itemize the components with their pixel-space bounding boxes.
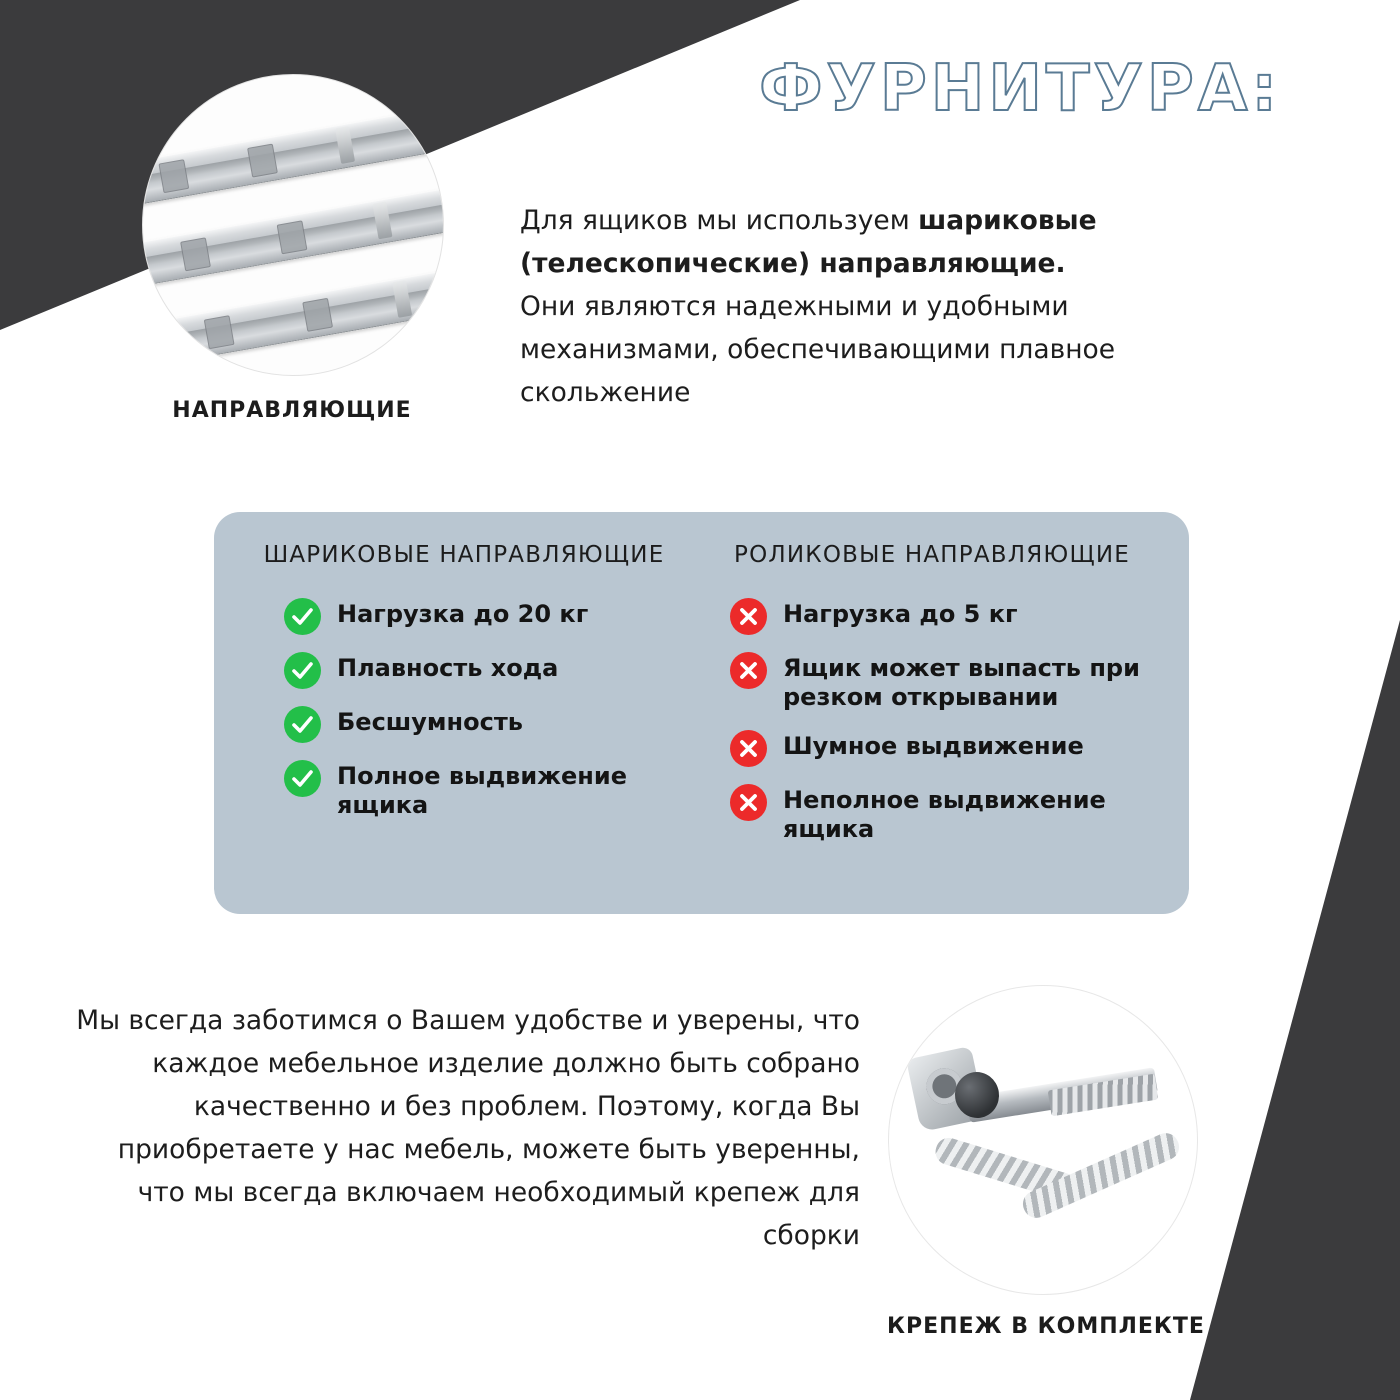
rail-notch bbox=[277, 220, 308, 254]
intro-line2-bold: (телескопические) направляющие. bbox=[520, 247, 1066, 279]
list-item-label: Нагрузка до 5 кг bbox=[783, 600, 1018, 629]
rail-graphic bbox=[142, 269, 444, 370]
rail-tab bbox=[392, 280, 412, 318]
list-item-label: Бесшумность bbox=[337, 708, 523, 737]
intro-line3: Они являются надежными и удобными механизмами, обеспечивающими плавное скольжение bbox=[520, 290, 1116, 408]
list-item bbox=[284, 705, 694, 743]
rail-notch bbox=[180, 237, 211, 271]
intro-line1-bold: шариковые bbox=[918, 205, 1097, 236]
rail-notch bbox=[204, 315, 235, 349]
rail-tab bbox=[335, 126, 355, 164]
decorative-corner-bottom-right bbox=[1190, 620, 1400, 1400]
list-item-label: Неполное выдвижение ящика bbox=[783, 785, 1106, 843]
cross-icon bbox=[730, 730, 767, 767]
list-item-label: Нагрузка до 20 кг bbox=[337, 600, 589, 629]
list-item-label: Ящик может выпасть при резком открывании bbox=[783, 654, 1140, 712]
list-item bbox=[730, 729, 1162, 767]
rail-tab bbox=[372, 201, 392, 239]
cross-icon bbox=[730, 652, 767, 689]
list-item-label: Полное выдвижение ящика bbox=[337, 762, 627, 820]
list-item bbox=[730, 783, 1162, 845]
rail-graphic bbox=[142, 105, 444, 206]
furniture-fasteners-photo bbox=[888, 985, 1198, 1295]
list-item bbox=[730, 651, 1162, 713]
column-heading-right: РОЛИКОВЫЕ НАПРАВЛЯЮЩИЕ bbox=[734, 542, 1130, 568]
intro-line1-plain: Для ящиков мы используем bbox=[520, 205, 919, 236]
list-item bbox=[284, 597, 694, 635]
column-heading-left: ШАРИКОВЫЕ НАПРАВЛЯЮЩИЕ bbox=[263, 542, 665, 568]
check-icon bbox=[284, 652, 321, 689]
drawer-slide-photo bbox=[142, 74, 444, 376]
check-icon bbox=[284, 598, 321, 635]
slides-photo-caption: НАПРАВЛЯЮЩИЕ bbox=[172, 398, 412, 423]
comparison-column-roller bbox=[702, 540, 1162, 860]
check-icon bbox=[284, 706, 321, 743]
rail-notch bbox=[247, 144, 278, 178]
list-item-label: Плавность хода bbox=[337, 654, 559, 683]
rail-graphic bbox=[142, 187, 444, 288]
comparison-column-ball-bearing bbox=[234, 540, 694, 837]
closing-paragraph: Мы всегда заботимся о Вашем удобстве и уверены, что каждое мебельное изделие должно быть собрано качественно и без проблем. Поэтому, когда Вы приобретаете у нас мебель, можете быть уверенны, что мы всегда включаем необходимый крепеж для сборки bbox=[76, 1005, 860, 1251]
page-title: ФУРНИТУРА: bbox=[759, 52, 1281, 126]
cross-icon bbox=[730, 598, 767, 635]
cross-icon bbox=[730, 784, 767, 821]
list-item bbox=[284, 759, 694, 821]
check-icon bbox=[284, 760, 321, 797]
feature-list-right bbox=[702, 597, 1162, 844]
list-item bbox=[284, 651, 694, 689]
list-item-label: Шумное выдвижение bbox=[783, 731, 1084, 760]
rail-notch bbox=[302, 298, 333, 332]
feature-list-left bbox=[234, 597, 694, 821]
list-item bbox=[730, 597, 1162, 635]
rail-notch bbox=[158, 159, 189, 193]
intro-paragraph bbox=[520, 200, 1210, 415]
comparison-panel bbox=[214, 512, 1189, 914]
fasteners-photo-caption: КРЕПЕЖ В КОМПЛЕКТЕ bbox=[887, 1314, 1205, 1339]
